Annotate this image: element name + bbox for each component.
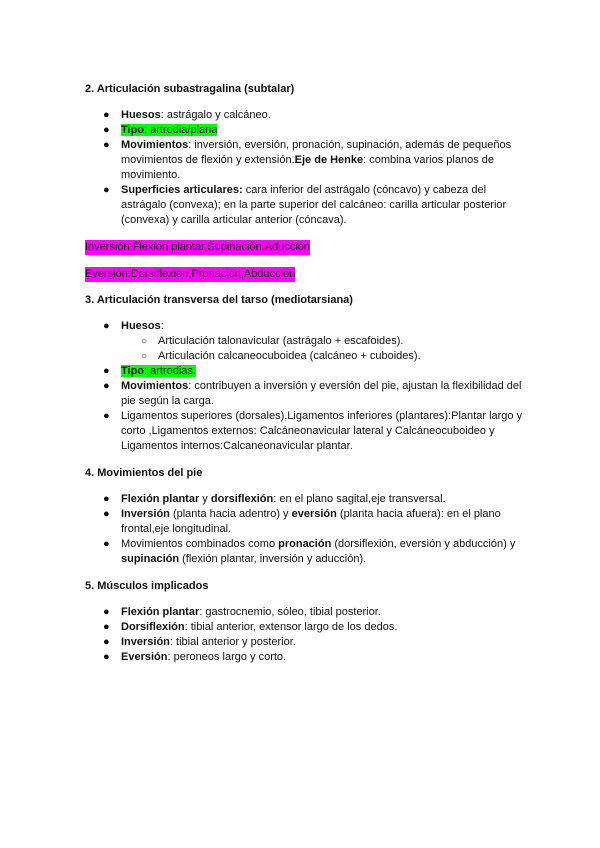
- section-subastragalina: [85, 82, 525, 228]
- list-item: ● Eversión: peroneos largo y corto.: [103, 651, 287, 663]
- sub-list-item: ○ Articulación calcaneocuboidea (calcáneo + cuboides).: [141, 350, 421, 362]
- section-2-title: 2. Articulación subastragalina (subtalar): [85, 83, 295, 95]
- list-item: ● Huesos: ○ Articulación talonavicular (astrágalo + escafoides). ○ Articulación calcaneocuboidea (calcáneo + cuboides).: [85, 319, 525, 364]
- section-2-list: [85, 108, 525, 228]
- list-item: ● Movimientos combinados como pronación (dorsiflexión, eversión y abducción) y supinación (flexión plantar, inversión y aducción).: [103, 538, 516, 565]
- list-item: ● Movimientos: contribuyen a inversión y eversión del pie, ajustan la flexibilidad del pie según la carga.: [103, 380, 522, 407]
- bullet-icon: ●: [103, 320, 110, 332]
- bullet-icon: ●: [103, 606, 110, 618]
- sub-list-item: ○ Articulación talonavicular (astrágalo + escafoides).: [141, 335, 404, 347]
- pink-note-inversion: Inversión:Flexión plantar,Supinación,Aducción: [85, 241, 311, 253]
- bullet-icon: ●: [103, 184, 110, 196]
- list-item: ● Movimientos: inversión, eversión, pronación, supinación, además de pequeños movimientos de flexión y extensión.Eje de Henke: combina varios planos de movimiento.: [103, 139, 512, 181]
- section-mediotarsiana: [85, 293, 525, 454]
- list-item: ● Superficies articulares: cara inferior del astrágalo (cóncavo) y cabeza del astrágalo (convexa); en la parte superior del calcáneo: carilla articular posterior (convexa) y carilla articular anterior (cóncava).: [103, 184, 507, 226]
- bullet-icon: ●: [103, 508, 110, 520]
- bullet-icon: ●: [103, 139, 110, 151]
- bullet-icon: ●: [103, 621, 110, 633]
- list-item: ● Ligamentos superiores (dorsales),Ligamentos inferiores (plantares):Plantar largo y corto ,Ligamentos externos: Calcáneonavicular lateral y Calcáneocuboideo y Ligamentos internos:Calcaneonavicular plantar.: [103, 410, 523, 452]
- bullet-icon: ●: [103, 109, 110, 121]
- bullet-icon: ●: [103, 410, 110, 422]
- circle-bullet-icon: ○: [141, 336, 148, 347]
- bullet-icon: ●: [103, 636, 110, 648]
- bullet-icon: ●: [103, 651, 110, 663]
- list-item: ● Flexión plantar y dorsiflexión: en el plano sagital,eje transversal.: [103, 493, 446, 505]
- list-item: [85, 364, 525, 379]
- bullet-icon: ●: [103, 380, 110, 392]
- section-4-list: [85, 492, 525, 567]
- list-item: ● Flexión plantar: gastrocnemio, sóleo, tibial posterior.: [103, 606, 381, 618]
- list-item: [85, 123, 525, 138]
- bullet-icon: ●: [103, 365, 110, 377]
- list-item: ● Dorsiflexión: tibial anterior, extensor largo de los dedos.: [103, 621, 398, 633]
- bullet-icon: ●: [103, 124, 110, 136]
- section-4-title: 4. Movimientos del pie: [85, 467, 203, 479]
- document-page: [85, 82, 525, 665]
- list-item: ● Huesos: astrágalo y calcáneo.: [103, 109, 271, 121]
- bullet-icon: ●: [103, 538, 110, 550]
- circle-bullet-icon: ○: [141, 351, 148, 362]
- section-musculos: [85, 579, 525, 665]
- section-3-title: 3. Articulación transversa del tarso (mediotarsiana): [85, 294, 353, 306]
- bullet-icon: ●: [103, 493, 110, 505]
- section-3-list: [85, 319, 525, 454]
- green-highlight: Tipo: artrodia/plana: [121, 124, 218, 136]
- sub-list: [121, 334, 525, 364]
- pink-note-eversion: Eversión:Dorsiflexión,Pronación,Abducción: [85, 268, 296, 280]
- section-5-list: [85, 605, 525, 665]
- list-item: ● Inversión (planta hacia adentro) y eversión (planta hacia afuera): en el plano frontal,eje longitudinal.: [103, 508, 501, 535]
- green-highlight: Tipo: artrodias.: [121, 365, 196, 377]
- list-item: ● Inversión: tibial anterior y posterior.: [103, 636, 296, 648]
- section-movimientos: [85, 466, 525, 567]
- section-5-title: 5. Músculos implicados: [85, 580, 209, 592]
